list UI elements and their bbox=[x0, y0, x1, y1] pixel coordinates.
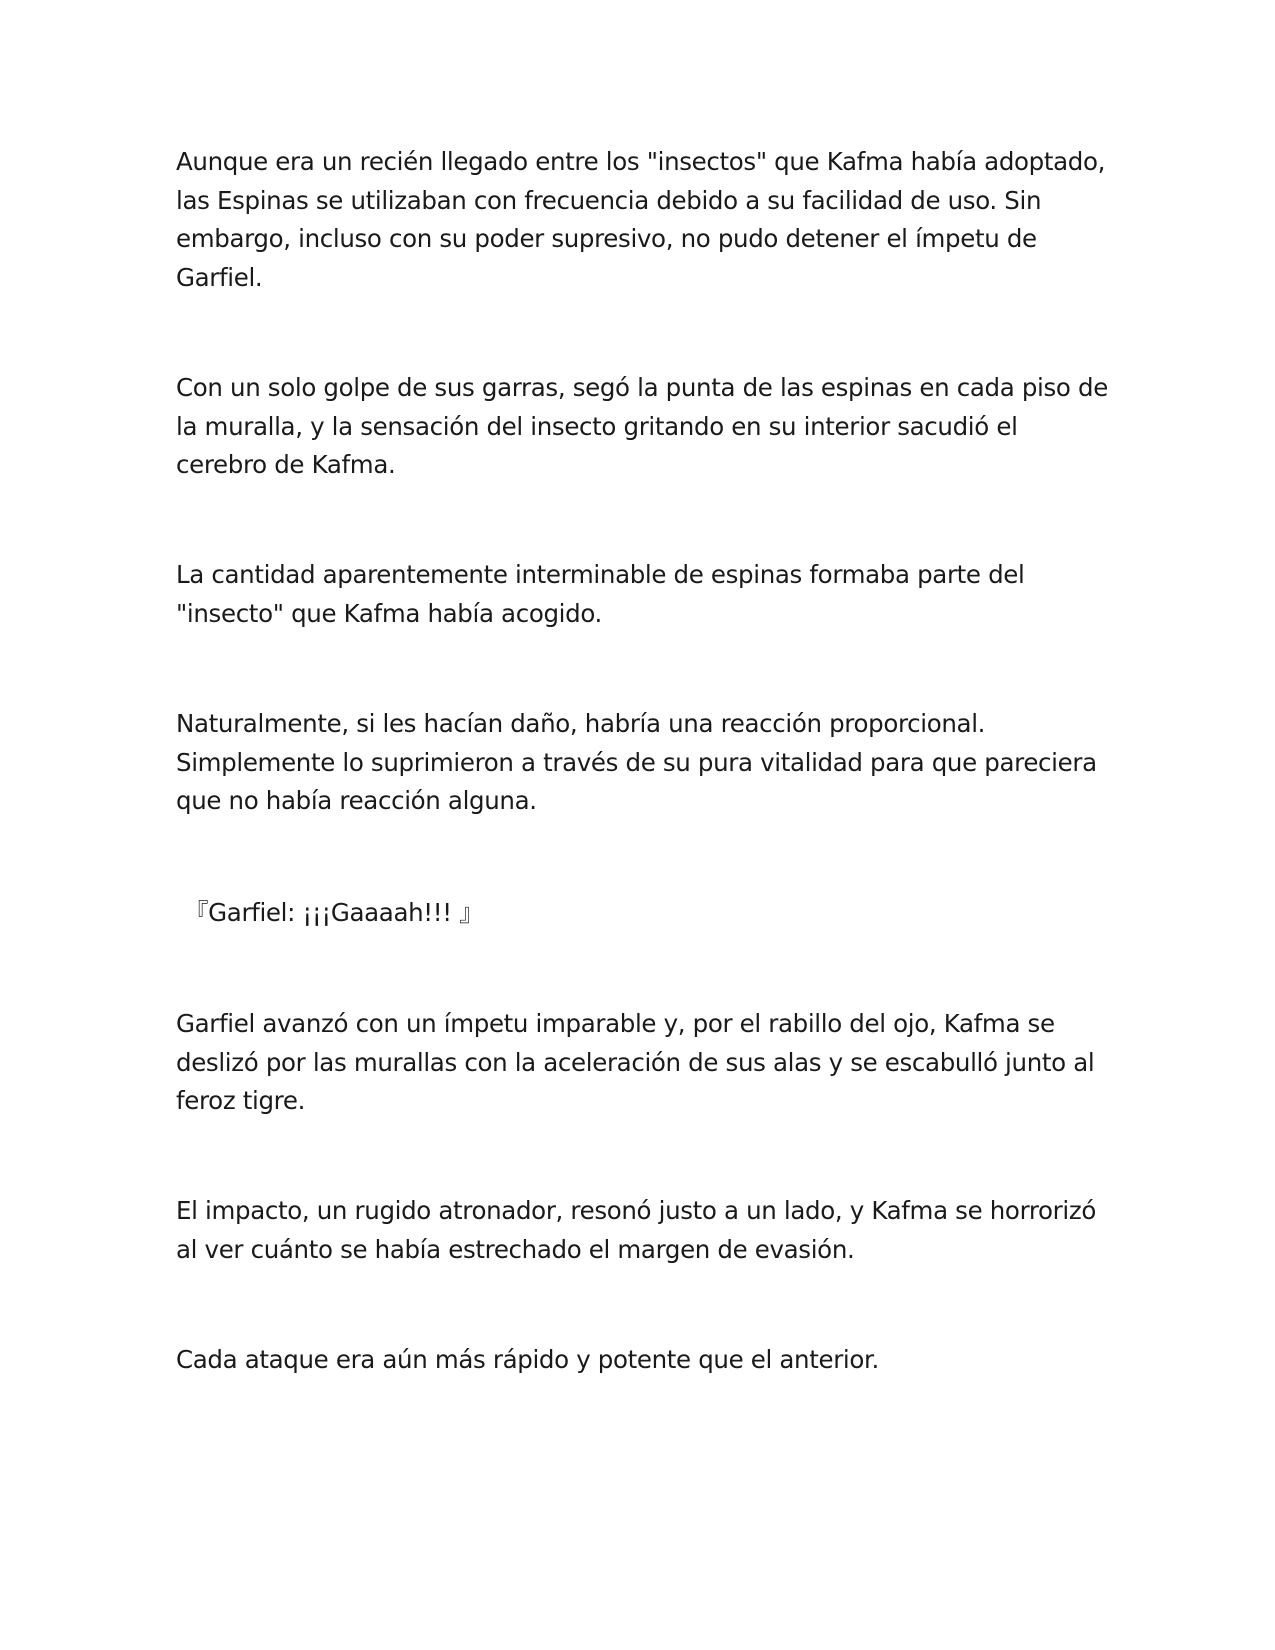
paragraph-line: feroz tigre. bbox=[176, 1086, 306, 1115]
paragraph-line: Naturalmente, si les hacían daño, habría una reacción proporcional. bbox=[176, 709, 986, 738]
paragraph-line: Simplemente lo suprimieron a través de su pura vitalidad para que pareciera bbox=[176, 747, 1097, 777]
paragraph-line: El impacto, un rugido atronador, resonó justo a un lado, y Kafma se horrorizó bbox=[176, 1196, 1097, 1225]
paragraph-7 bbox=[176, 1341, 1116, 1380]
paragraph-line: las Espinas se utilizaban con frecuencia debido a su facilidad de uso. Sin bbox=[176, 185, 1042, 215]
paragraph-line: "insecto" que Kafma había acogido. bbox=[176, 598, 602, 628]
paragraph-line: La cantidad aparentemente interminable de espinas formaba parte del bbox=[176, 560, 1025, 589]
paragraph-line: Cada ataque era aún más rápido y potente que el anterior. bbox=[176, 1345, 879, 1374]
paragraph-line: deslizó por las murallas con la aceleración de sus alas y se escabulló junto al bbox=[176, 1047, 1095, 1077]
dialogue-line bbox=[184, 894, 1124, 933]
paragraph-line: la muralla, y la sensación del insecto gritando en su interior sacudió el bbox=[176, 411, 1018, 441]
paragraph-1 bbox=[176, 143, 1116, 297]
paragraph-line: Aunque era un recién llegado entre los "insectos" que Kafma había adoptado, bbox=[176, 147, 1106, 176]
paragraph-6 bbox=[176, 1192, 1116, 1269]
paragraph-3 bbox=[176, 556, 1116, 633]
paragraph-2 bbox=[176, 369, 1116, 485]
paragraph-line: al ver cuánto se había estrechado el margen de evasión. bbox=[176, 1234, 855, 1264]
paragraph-line: que no había reacción alguna. bbox=[176, 786, 537, 815]
paragraph-line: embargo, incluso con su poder supresivo, no pudo detener el ímpetu de bbox=[176, 224, 1037, 253]
paragraph-line: Garfiel. bbox=[176, 262, 263, 292]
dialogue-text: 『Garfiel: ¡¡¡Gaaaah!!! 』 bbox=[184, 898, 484, 927]
paragraph-line: Garfiel avanzó con un ímpetu imparable y, por el rabillo del ojo, Kafma se bbox=[176, 1009, 1055, 1038]
paragraph-4 bbox=[176, 705, 1116, 821]
paragraph-5 bbox=[176, 1005, 1116, 1121]
paragraph-line: Con un solo golpe de sus garras, segó la punta de las espinas en cada piso de bbox=[176, 373, 1108, 402]
paragraph-line: cerebro de Kafma. bbox=[176, 450, 396, 479]
